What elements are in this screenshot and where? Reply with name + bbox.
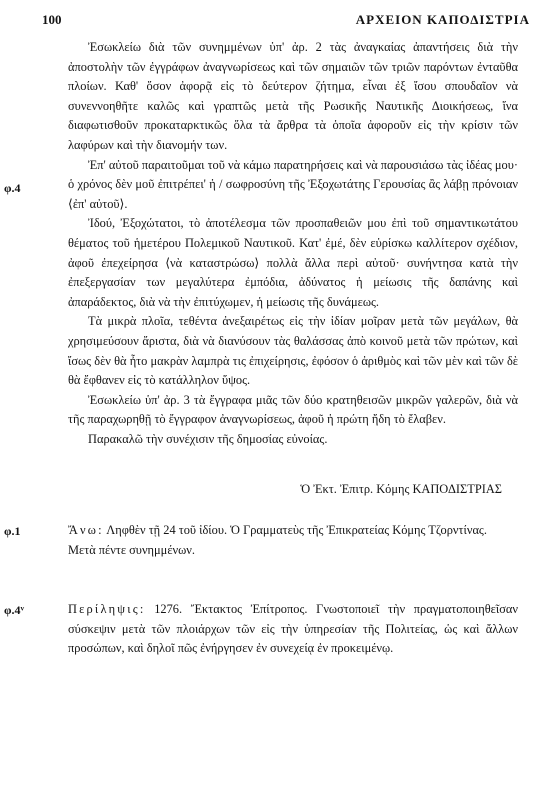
section-line: Μετὰ πέντε συνημμένων. [68,542,195,557]
section-text: 1276. Ἔκτακτος Ἐπίτροπος. Γνωστοποιεῖ τὴν πραγματοποιηθεῖσαν σύσκεψιν μετὰ τῶν πλοιάρχων τῶν εἰς τὴν ὑπηρεσίαν τῆς Πολιτείας, ὡς καὶ ἄλλων προσώπων, καὶ δηλοῖ πῶς ἐνήργησεν ἐν συνεχείᾳ ἐν προκειμένῳ. [68,602,518,656]
margin-note-folio-1: φ.1 [4,524,21,538]
section-label: Ἄνω: [68,523,104,537]
section-anw [68,521,518,560]
signature-line: Ὁ Ἐκτ. Ἐπιτρ. Κόμης ΚΑΠΟΔΙΣΤΡΙΑΣ [300,482,502,496]
paragraph: Ἐπ' αὐτοῦ παραιτοῦμαι τοῦ νὰ κάμω παρατηρήσεις καὶ νὰ παρουσιάσω τὰς ἰδέας μου· ὁ χρόνος δὲν μοῦ ἐπιτρέπει' ἡ / σωφροσύνη τῆς Ἐξοχωτάτης Γερουσίας ἂς λάβῃ πρόνοιαν ⟨ἐπ' αὐτοῦ⟩. [68,157,518,211]
running-title: ΑΡΧΕΙΟΝ ΚΑΠΟΔΙΣΤΡΙΑ [355,12,530,27]
paragraph: Ἐσωκλείω ὑπ' ἀρ. 3 τὰ ἔγγραφα μιᾶς τῶν δύο κρατηθεισῶν μικρῶν γαλερῶν, διὰ νὰ τῆς παραχωρηθῇ τὸ ἔγγραφον ἀναγνωρίσεως, ἀφοῦ ἡ πρώτη ἤδη τὸ ἔλαβεν. [68,392,518,427]
paragraph: Τὰ μικρὰ πλοῖα, τεθέντα ἀνεξαιρέτως εἰς τὴν ἰδίαν μοῖραν μετὰ τῶν μεγάλων, θὰ χρησιμεύσουν ἄριστα, διὰ νὰ διανύσουν τὰς θαλάσσας ἀπὸ κοινοῦ μετὰ τῶν πρώτων, καὶ ἴσως δὲν θὰ ἦτο μακρὰν λαμπρὰ τις ἐπιχείρησις, ἐφόσον ὁ ἀριθμὸς καὶ τῶν μὲν καὶ τῶν δὲ θὰ ἔφθανεν εἰς τὸ κατάλληλον ὕψος. [68,314,518,388]
page-number: 100 [42,12,62,27]
margin-note-folio-4v: φ.4ᵛ [4,603,25,617]
paragraph: Παρακαλῶ τὴν συνέχισιν τῆς δημοσίας εὐνοίας. [88,431,328,446]
section-text: Ληφθὲν τῇ 24 τοῦ ἰδίου. Ὁ Γραμματεὺς τῆς Ἐπικρατείας Κόμης Τζορντίνας. [106,523,487,537]
margin-note-folio-4: φ.4 [4,181,21,195]
letter-body [68,38,518,449]
paragraph: Ἰδού, Ἐξοχώτατοι, τὸ ἀποτέλεσμα τῶν προσπαθειῶν μου ἐπὶ τοῦ σημαντικωτάτου θέματος τοῦ ἡμετέρου Πολεμικοῦ Ναυτικοῦ. Κατ' ἐμέ, δὲν εὑρίσκω καλλίτερον σχέδιον, ἀφοῦ ἐπεχείρησα ⟨νὰ καταστρώσω⟩ πολλὰ ἄλλα περὶ αὐτοῦ· συνήντησα κατὰ τὴν ἐπεξεργασίαν των μεγαλύτερα ἐμπόδια, ἀδύνατος ἡ μείωσις τῆς δαπάνης καὶ ἀπαράδεκτος, διὰ νὰ τὴν ἐπιτύχωμεν, ἡ μείωσις τῆς δυνάμεως. [68,216,518,309]
section-perilipsis [68,600,518,659]
paragraph: Ἐσωκλείω διὰ τῶν συνημμένων ὑπ' ἀρ. 2 τὰς ἀναγκαίας ἀπαντήσεις διὰ τὴν ἀποστολὴν τῶν ἐγγράφων ἀναγνωρίσεως καὶ τῶν σημαιῶν τῶν τριῶν παρόντων ἐνταῦθα πλοίων. Καθ' ὅσον ἀφορᾷ εἰς τὸ δεύτερον ζήτημα, εἶναι ἐξ ἴσου σπουδαῖον νὰ συνεννοηθῆτε καλῶς καὶ γραπτῶς μετὰ τῆς Ρωσικῆς Ναυτικῆς Διοικήσεως, ἵνα διαφωτισθοῦν προκαταρκτικῶς ὅλα τὰ ἄρθρα τὰ ὁποῖα ἀφοροῦν εἰς τὴν κρίσιν τῶν λαφύρων καὶ τὴν διανομήν των. [68,40,518,152]
section-label: Περίληψις: [68,602,146,616]
